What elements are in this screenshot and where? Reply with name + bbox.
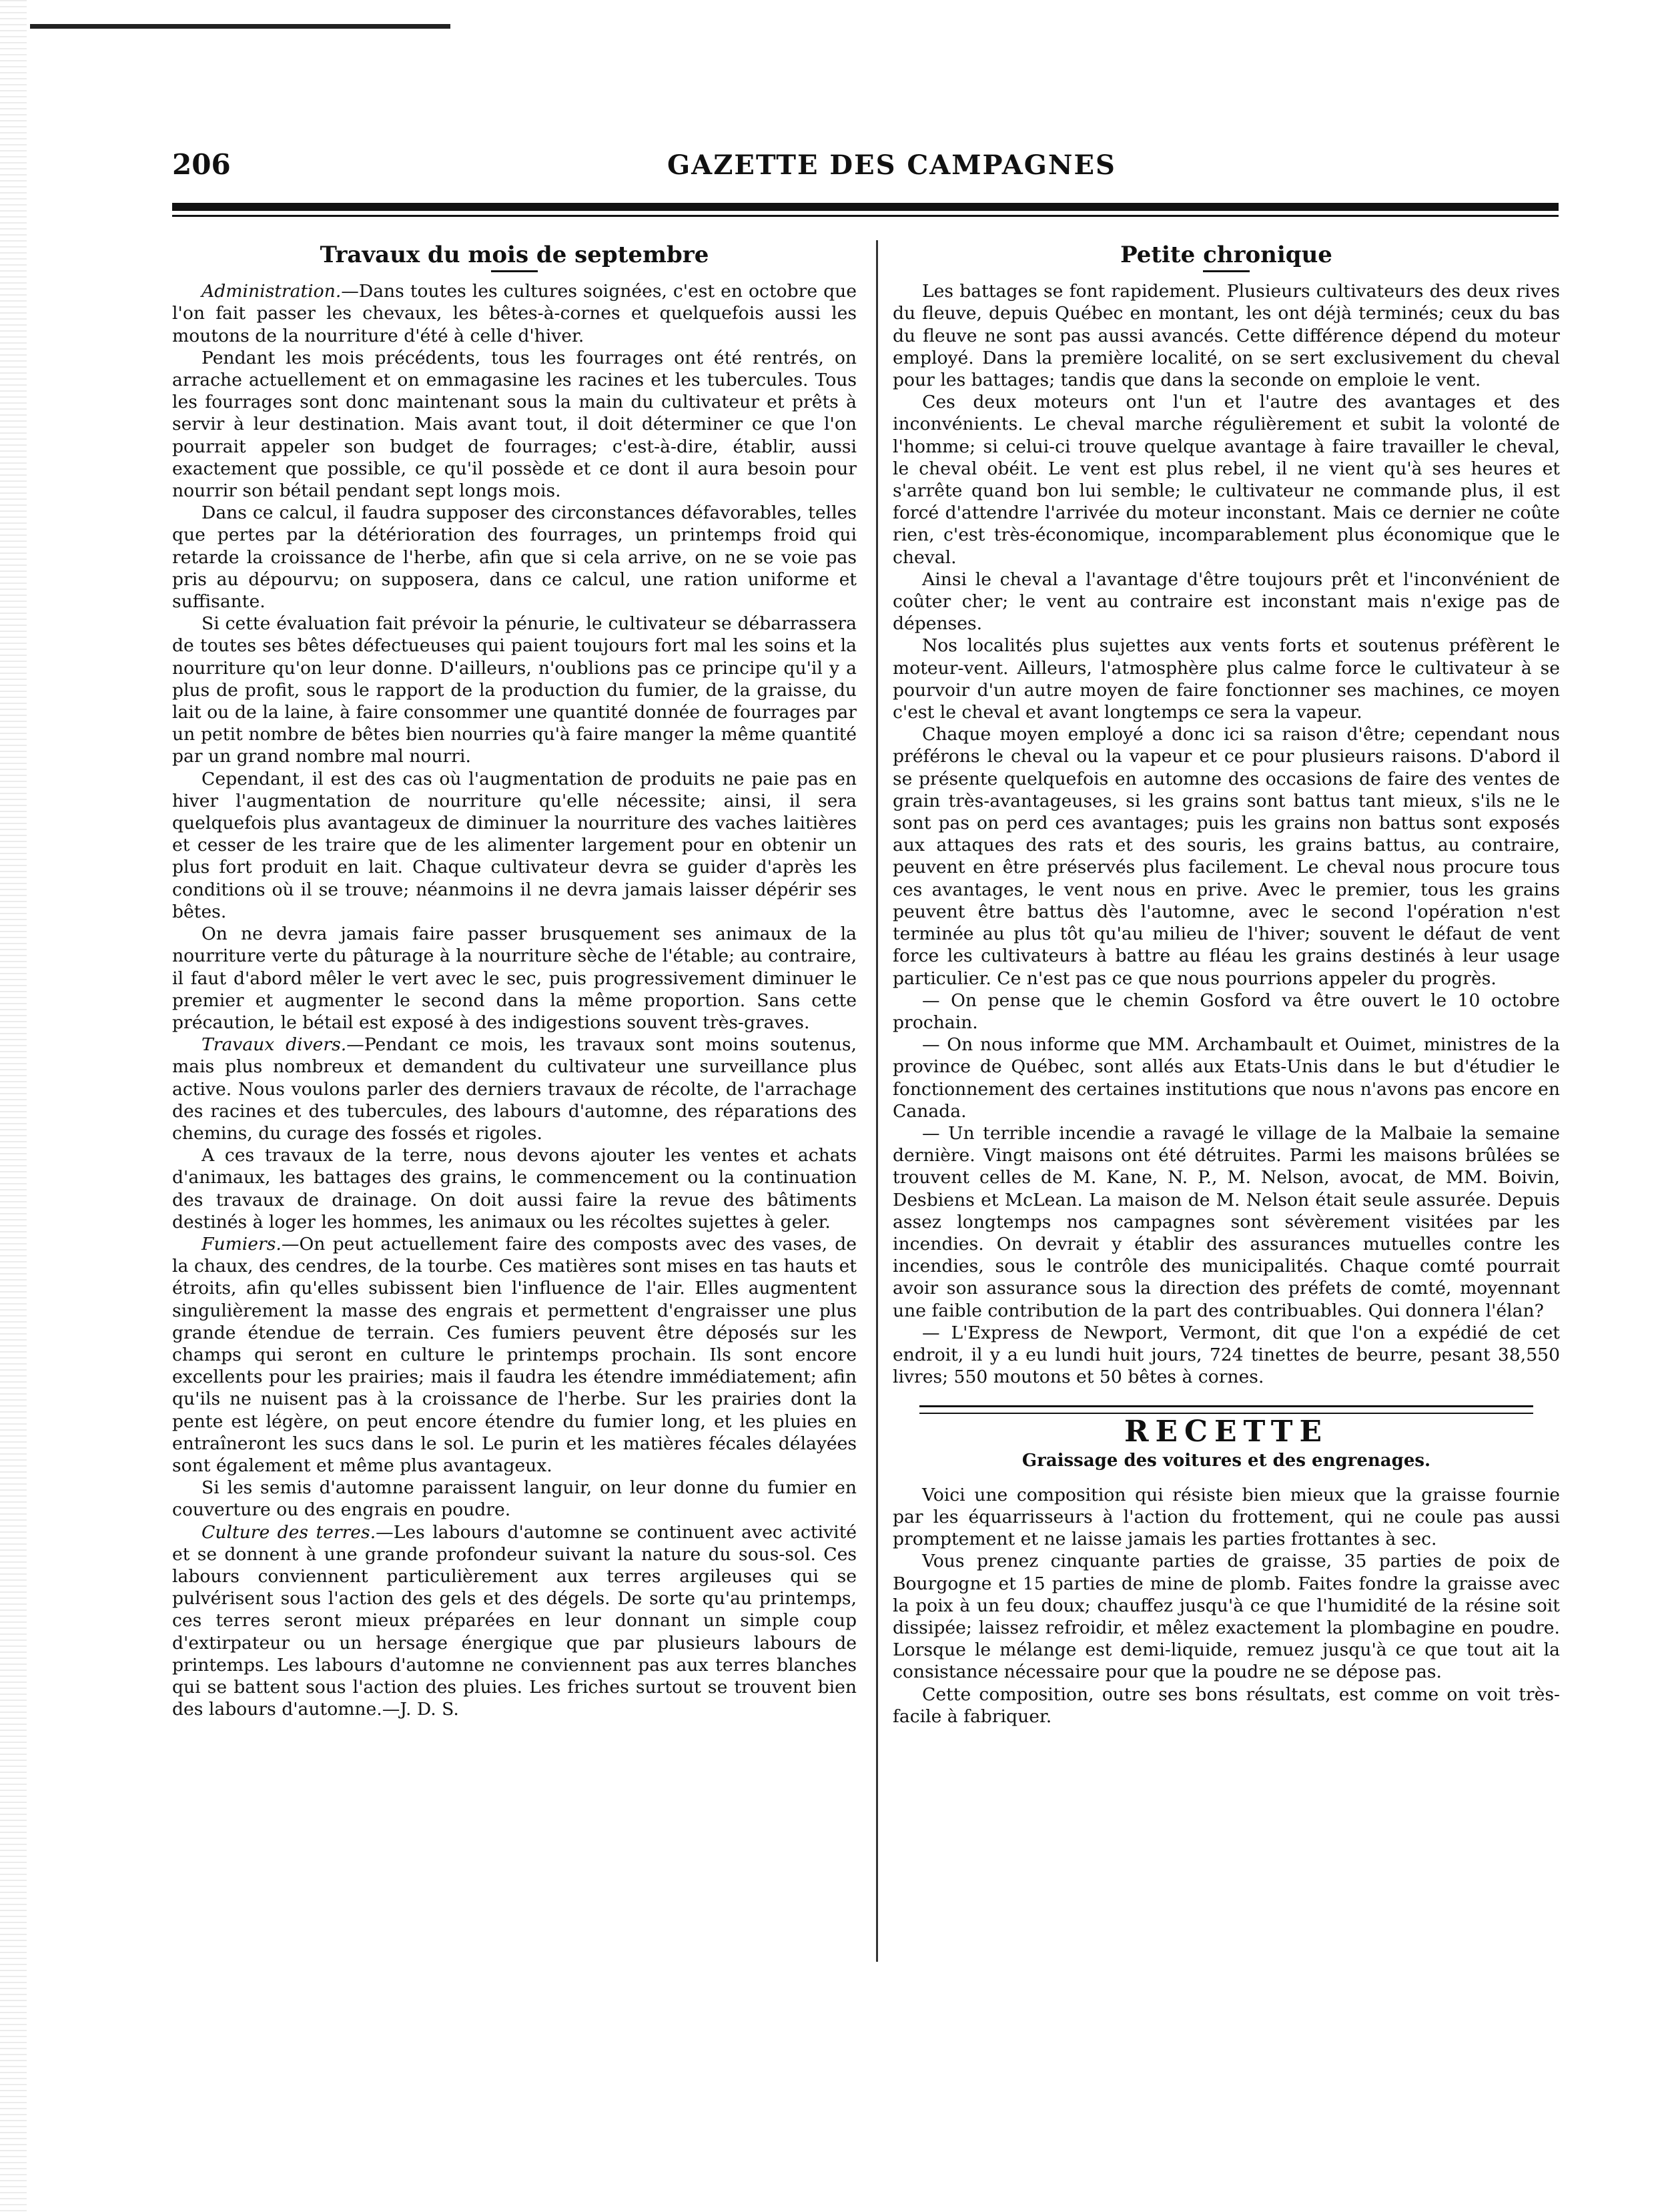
paragraph: Cette composition, outre ses bons résultats, est comme on voit très-facile à fabriquer. xyxy=(893,1684,1560,1727)
paragraph: Chaque moyen employé a donc ici sa raison d'être; cependant nous préférons le cheval ou la vapeur et ce pour plusieurs raisons. D'abord il se présente quelquefois en automne des occasions de faire des ventes de grain très-avantageuses, si les grains sont battus tant mieux, s'ils ne le sont pas on perd ces avantages; puis les grains non battus sont exposés aux attaques des rats et des souris, les grains battus, au contraire, peuvent en être préservés plus facilement. Le cheval nous procure tous ces avantages, le vent nous en prive. Avec le premier, tous les grains peuvent être battus dès l'automne, avec le second l'opération n'est terminée au plus tôt qu'au milieu de l'hiver; souvent le défaut de vent force les cultivateurs à battre au fléau les grains destinés à leur usage particulier. Ce n'est pas ce que nous pourrions appeler du progrès. xyxy=(893,724,1560,989)
paragraph xyxy=(172,923,857,1034)
recette-title: RECETTE xyxy=(1124,1415,1329,1449)
left-column xyxy=(172,244,857,1720)
paragraph: Ainsi le cheval a l'avantage d'être toujours prêt et l'inconvénient de coûter cher; le vent au contraire est inconstant mais n'exige pas de dépenses. xyxy=(893,569,1560,635)
paragraph xyxy=(172,347,857,502)
paragraph xyxy=(172,768,857,923)
paragraph xyxy=(172,1144,857,1233)
article-title-chronique: Petite chronique xyxy=(1120,242,1332,268)
scan-edge xyxy=(0,0,27,2212)
paragraph: — L'Express de Newport, Vermont, dit que l'on a expédié de cet endroit, il y a eu lundi huit jours, 724 tinettes de beurre, pesant 38,550 livres; 550 moutons et 50 bêtes à cornes. xyxy=(893,1322,1560,1388)
paragraph-lead: Fumiers. xyxy=(201,1233,282,1254)
article-title-travaux: Travaux du mois de septembre xyxy=(320,242,709,268)
right-column xyxy=(893,244,1560,1728)
paragraph-text: Si les semis d'automne paraissent languir, on leur donne du fumier en couverture ou des engrais en poudre. xyxy=(172,1477,857,1521)
paragraph xyxy=(172,1477,857,1521)
title-dash xyxy=(1203,270,1250,272)
paragraph-lead: Culture des terres. xyxy=(201,1521,376,1543)
paragraph-text: —Les labours d'automne se continuent avec activité et se donnent à une grande profondeur suivant la nature du sous-sol. Ces labours conviennent particulièrement aux terres argileuses qui se pulvérisent sous l'action des gels et des dégels. De sorte qu'au printemps, ces terres seront mieux préparées en leur donnant un simple coup d'extirpateur ou un hersage énergique que par plusieurs labours de printemps. Les labours d'automne ne conviennent pas aux terres blanches qui se battent sous l'action des pluies. Les friches surtout se trouvent bien des labours d'automne.—J. D. S. xyxy=(172,1521,857,1720)
column-divider xyxy=(876,240,878,1962)
paragraph-text: —Dans toutes les cultures soignées, c'est en octobre que l'on fait passer les chevaux, les bêtes-à-cornes et quelquefois aussi les moutons de la nourriture d'été à celle d'hiver. xyxy=(172,281,857,346)
recette-subtitle: Graissage des voitures et des engrenages. xyxy=(1021,1450,1431,1471)
paragraph xyxy=(172,1034,857,1144)
paragraph-text: Si cette évaluation fait prévoir la pénurie, le cultivateur se débarrassera de toutes ses bêtes défectueuses qui paient toujours fort mal les soins et la nourriture qu'on leur donne. D'ailleurs, n'oublions pas ce principe qu'il y a plus de profit, sous le rapport de la production du fumier, de la graisse, du lait ou de la laine, à faire consommer une quantité donnée de fourrages par un petit nombre de bêtes bien nourries qu'à faire manger la même quantité par un grand nombre mal nourri. xyxy=(172,613,857,767)
paragraph-text: Pendant les mois précédents, tous les fourrages ont été rentrés, on arrache actuellement et on emmagasine les racines et les tubercules. Tous les fourrages sont donc maintenant sous la main du cultivateur et prêts à servir à leur destination. Mais avant tout, il doit déterminer ce que l'on pourrait appeler son budget de fourrages; c'est-à-dire, établir, aussi exactement que possible, ce qu'il possède et ce dont il aura besoin pour nourrir son bétail pendant sept longs mois. xyxy=(172,347,857,502)
paragraph-lead: Administration. xyxy=(201,281,342,302)
paragraph-text: A ces travaux de la terre, nous devons ajouter les ventes et achats d'animaux, les battages des grains, le commencement ou la continuation des travaux de drainage. On doit aussi faire la revue des bâtiments destinés à loger les hommes, les animaux ou les récoltes sujettes à geler. xyxy=(172,1145,857,1232)
recette-section xyxy=(893,1405,1560,1471)
paragraph-text: On ne devra jamais faire passer brusquement ses animaux de la nourriture verte du pâturage à la nourriture sèche de l'étable; au contraire, il faut d'abord mêler le vert avec le sec, puis progressivement diminuer le premier et augmenter le second dans la même proportion. Sans cette précaution, le bétail est exposé à des indigestions souvent très-graves. xyxy=(172,924,857,1033)
header-rule-thin xyxy=(172,215,1559,217)
paragraph-text: Cependant, il est des cas où l'augmentation de produits ne paie pas en hiver l'augmentation de nourriture qu'elle nécessite; ainsi, il sera quelquefois plus avantageux de diminuer la nourriture des vaches laitières et cesser de les traire que de les alimenter largement pour en obtenir un plus fort produit en lait. Chaque cultivateur devra se guider d'après les conditions où il se trouve; néanmoins il ne devra jamais laisser dépérir ses bêtes. xyxy=(172,768,857,922)
paragraph-text: —On peut actuellement faire des composts avec des vases, de la chaux, des cendres, de la tourbe. Ces matières sont mises en tas hauts et étroits, afin qu'elles subissent bien l'influence de l'air. Elles augmentent singulièrement la masse des engrais et permettent d'engraisser une plus grande étendue de terrain. Ces fumiers peuvent être déposés sur les champs qui seront en culture le printemps prochain. Ils sont encore excellents pour les prairies; mais il faudra les étendre immédiatement; afin qu'ils ne nuisent pas à la croissance de l'herbe. Sur les prairies dont la pente est légère, on peut encore étendre du fumier long, et les pluies en entraîneront les sucs dans le sol. Le purin et les matières fécales délayées sont également et même plus avantageux. xyxy=(172,1233,857,1476)
paragraph: — Un terrible incendie a ravagé le village de la Malbaie la semaine dernière. Vingt maisons ont été détruites. Parmi les maisons brûlées se trouvent celles de M. Kane, N. P., M. Nelson, avocat, de MM. Boivin, Desbiens et McLean. La maison de M. Nelson était seule assurée. Depuis assez longtemps nos campagnes sont sévèrement visitées par les incendies. On devrait y établir des assurances mutuelles contre les incendies, sous le contrôle des municipalités. Chaque comté pourrait avoir son assurance sous la direction des préfets de comté, moyennant une faible contribution de la part des contribuables. Qui donnera l'élan? xyxy=(893,1122,1560,1321)
paragraph-text: Dans ce calcul, il faudra supposer des circonstances défavorables, telles que pertes par la détérioration des fourrages, un printemps froid qui retarde la croissance de l'herbe, afin que si cela arrive, on ne se voie pas pris au dépourvu; on supposera, dans ce calcul, une ration uniforme et suffisante. xyxy=(172,502,857,613)
paragraph xyxy=(172,613,857,767)
paragraph: Vous prenez cinquante parties de graisse, 35 parties de poix de Bourgogne et 15 parties de mine de plomb. Faites fondre la graisse avec la poix à un feu doux; chauffez jusqu'à ce que l'humidité de la résine soit dissipée; laissez refroidir, et mêlez exactement la plombagine en poudre. Lorsque le mélange est demi-liquide, remuez jusqu'à ce que tout ait la consistance nécessaire pour que la poudre ne se dépose pas. xyxy=(893,1551,1560,1683)
recette-ornament xyxy=(919,1405,1533,1414)
paragraph xyxy=(172,280,857,347)
page-title: GAZETTE DES CAMPAGNES xyxy=(667,149,1116,181)
left-paragraphs xyxy=(172,280,857,1720)
title-dash xyxy=(491,270,538,272)
paragraph xyxy=(172,1521,857,1721)
paragraph: — On nous informe que MM. Archambault et Ouimet, ministres de la province de Québec, sont allés aux Etats-Unis dans le but d'étudier le fonctionnement des certaines institutions que nous n'avons pas encore en Canada. xyxy=(893,1034,1560,1122)
paragraph: Les battages se font rapidement. Plusieurs cultivateurs des deux rives du fleuve, depuis Québec en montant, les ont déjà terminés; ceux du bas du fleuve ne sont pas aussi avancés. Cette différence dépend du moteur employé. Dans la première localité, on se sert exclusivement du cheval pour les battages; tandis que dans la seconde on emploie le vent. xyxy=(893,281,1560,391)
paragraph-lead: Travaux divers. xyxy=(201,1034,347,1056)
paragraph xyxy=(172,502,857,613)
page-number: 206 xyxy=(172,148,231,181)
paragraph: Voici une composition qui résiste bien mieux que la graisse fournie par les équarrisseurs à l'action du frottement, qui ne coule pas aussi promptement et ne laisse jamais les parties frottantes à sec. xyxy=(893,1484,1560,1550)
paragraph: — On pense que le chemin Gosford va être ouvert le 10 octobre prochain. xyxy=(893,990,1560,1033)
paragraph: Nos localités plus sujettes aux vents forts et soutenus préfèrent le moteur-vent. Ailleurs, l'atmosphère plus calme force le cultivateur à se pourvoir d'un autre moyen de faire fonctionner ses machines, ce moyen c'est le cheval et avant longtemps ce sera la vapeur. xyxy=(893,635,1560,723)
recette-paragraphs xyxy=(893,1484,1560,1728)
right-paragraphs xyxy=(893,280,1560,1388)
paragraph-text: —Pendant ce mois, les travaux sont moins soutenus, mais plus nombreux et demandent du cultivateur une surveillance plus active. Nous voulons parler des derniers travaux de récolte, de l'arrachage des racines et des tubercules, des labours d'automne, des réparations des chemins, du curage des fossés et rigoles. xyxy=(172,1034,857,1144)
paragraph: Ces deux moteurs ont l'un et l'autre des avantages et des inconvénients. Le cheval marche régulièrement et subit la volonté de l'homme; si celui-ci trouve quelque avantage à faire travailler le cheval, le cheval obéit. Le vent est plus rebel, il ne vient qu'à ses heures et s'arrête quand bon lui semble; le cultivateur ne commande plus, il est forcé d'attendre l'arrivée du moteur inconstant. Mais ce dernier ne coûte rien, c'est très-économique, incomparablement plus économique que le cheval. xyxy=(893,392,1560,568)
paragraph xyxy=(172,1233,857,1477)
header-rule-thick xyxy=(172,203,1559,211)
top-rule xyxy=(30,24,450,29)
